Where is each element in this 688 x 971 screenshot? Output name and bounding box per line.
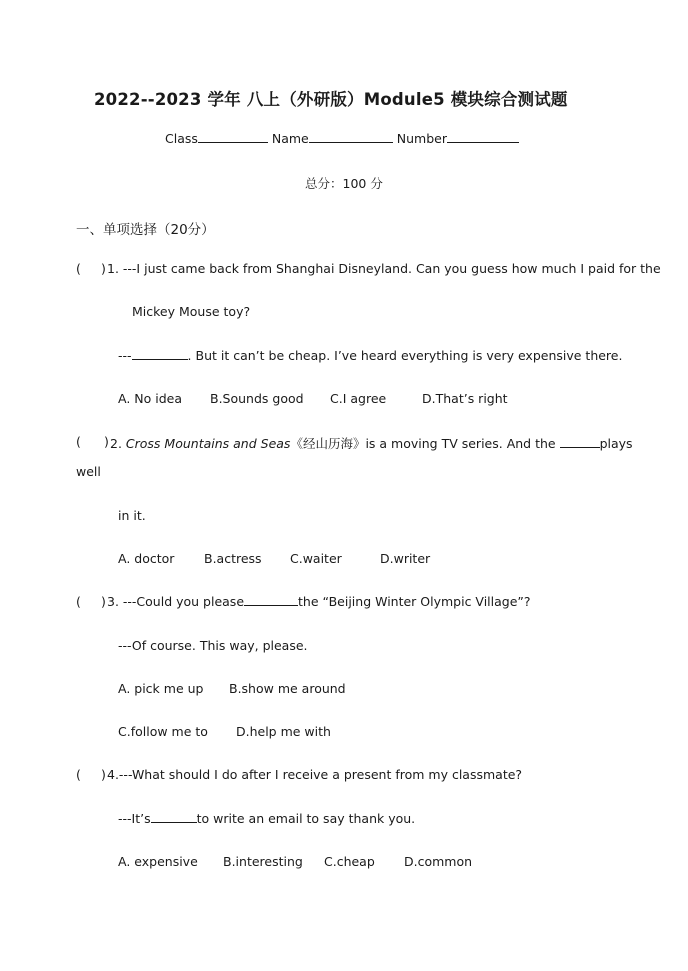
q1-answer-blank[interactable]: [132, 348, 188, 360]
q3-option-c[interactable]: C.follow me to: [118, 724, 208, 739]
q3-option-a[interactable]: A. pick me up: [118, 681, 204, 696]
q4-option-b[interactable]: B.interesting: [223, 854, 303, 869]
q3-answer-blank[interactable]: [244, 594, 298, 606]
q1-open-paren: (: [76, 261, 81, 276]
q3-open-paren: (: [76, 594, 81, 609]
q3-reply: ---Of course. This way, please.: [118, 638, 308, 653]
q1-option-b[interactable]: B.Sounds good: [210, 391, 304, 406]
q2-stem-wrap: well: [76, 464, 101, 479]
q1-option-a[interactable]: A. No idea: [118, 391, 183, 406]
q2-stem-line2: in it.: [118, 508, 146, 523]
q3-option-b[interactable]: B.show me around: [229, 681, 346, 696]
q2-open-paren: (: [76, 434, 81, 449]
number-label: Number: [396, 131, 447, 146]
q2-stem: 2. Cross Mountains and Seas《经山历海》is a moving TV series. And the plays: [110, 436, 633, 451]
q3-option-d[interactable]: D.help me with: [236, 724, 331, 739]
section-heading: 一、单项选择（20分）: [76, 222, 215, 238]
q1-option-c[interactable]: C.I agree: [330, 391, 387, 406]
q4-open-paren: (: [76, 767, 81, 782]
q4-close-paren: ): [101, 767, 106, 782]
q1-close-paren: ): [101, 261, 106, 276]
q2-option-b[interactable]: B.actress: [204, 551, 262, 566]
q2-answer-blank[interactable]: [560, 436, 600, 448]
q1-stem: 1. ---I just came back from Shanghai Disneyland. Can you guess how much I paid for the: [107, 261, 661, 276]
q1-stem-line2: Mickey Mouse toy?: [132, 304, 251, 319]
q4-answer-blank[interactable]: [151, 811, 197, 823]
number-blank[interactable]: [447, 131, 519, 143]
q2-close-paren: ): [104, 434, 109, 449]
q1-option-d[interactable]: D.That’s right: [422, 391, 508, 406]
total-score: 总分：100 分: [305, 176, 383, 191]
student-info-line: [165, 131, 519, 146]
q4-stem: 4.---What should I do after I receive a present from my classmate?: [107, 767, 523, 782]
name-label: Name: [271, 131, 309, 146]
q2-option-a[interactable]: A. doctor: [118, 551, 175, 566]
name-blank[interactable]: [309, 131, 393, 143]
q4-option-a[interactable]: A. expensive: [118, 854, 198, 869]
q1-reply: --- . But it can’t be cheap. I’ve heard everything is very expensive there.: [118, 348, 623, 363]
class-blank[interactable]: [198, 131, 268, 143]
q4-option-c[interactable]: C.cheap: [324, 854, 375, 869]
page-title: 2022--2023 学年 八上（外研版）Module5 模块综合测试题: [94, 90, 568, 109]
q3-close-paren: ): [101, 594, 106, 609]
q3-stem: 3. ---Could you please the “Beijing Winter Olympic Village”?: [107, 594, 531, 609]
q2-option-c[interactable]: C.waiter: [290, 551, 342, 566]
q4-reply: ---It’s to write an email to say thank you.: [118, 811, 416, 826]
q2-option-d[interactable]: D.writer: [380, 551, 431, 566]
class-label: Class: [165, 131, 198, 146]
q4-option-d[interactable]: D.common: [404, 854, 473, 869]
